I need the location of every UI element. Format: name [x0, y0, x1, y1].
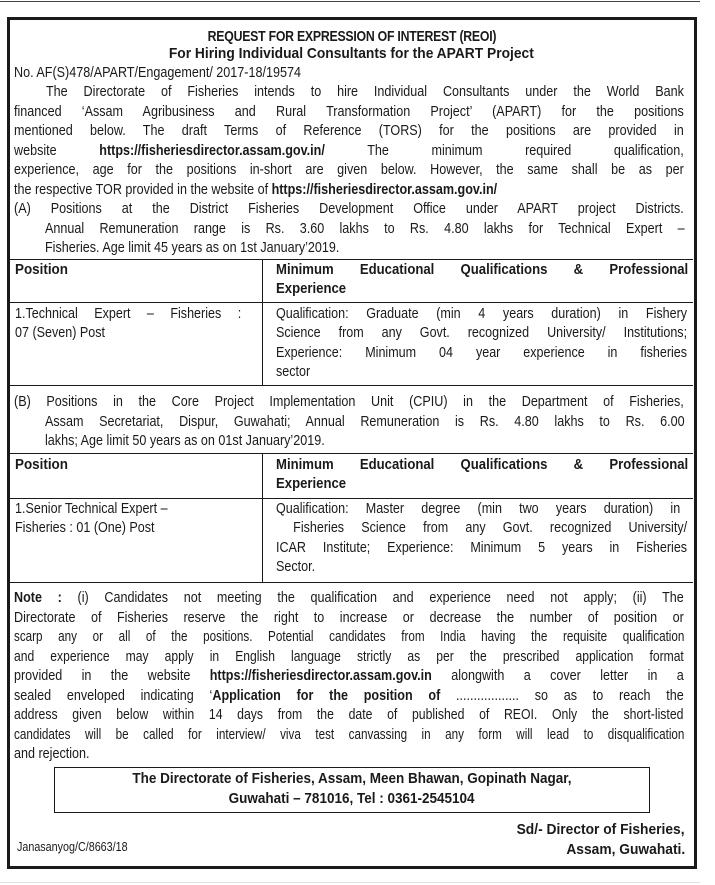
address-line-1: The Directorate of Fisheries, Assam, Meen Bhawan, Gopinath Nagar, [132, 770, 572, 787]
note-line: scarp any or all of the positions. Potential candidates from India having the requisite qualification [14, 629, 685, 645]
table-a-header-position: Position [15, 262, 68, 278]
table-a-header-rule [10, 302, 693, 303]
table-b-top-rule [10, 453, 693, 454]
note-line: Directorate of Fisheries reserve the right to increase or decrease the number of position or [14, 610, 684, 626]
table-a-top-rule [10, 259, 693, 260]
address-line-2: Guwahati – 781016, Tel : 0361-2545104 [229, 790, 475, 807]
intro-line: website https://fisheriesdirector.assam.gov.in/ The minimum required qualification, [14, 143, 684, 159]
publicity-code: Janasanyog/C/8663/18 [17, 840, 128, 854]
table-b-header-position: Position [15, 457, 68, 473]
position-cell-line: Fisheries : 01 (One) Post [15, 520, 155, 536]
qualification-cell-line: Sector. [276, 559, 316, 575]
signature-line-1: Sd/- Director of Fisheries, [517, 821, 685, 838]
position-cell-line: 1.Senior Technical Expert – [15, 501, 168, 517]
note-label: Note : [14, 590, 62, 606]
qualification-cell-line: Qualification: Master degree (min two years duration) in [276, 501, 681, 517]
table-b-header-qualification: Minimum Educational Qualifications & Professional [276, 457, 689, 473]
website-link[interactable]: https://fisheriesdirector.assam.gov.in/ [99, 143, 325, 159]
intro-line: The Directorate of Fisheries intends to hire Individual Consultants under the World Bank [46, 84, 684, 100]
address-box [54, 767, 650, 813]
position-cell-line: 1.Technical Expert – Fisheries : [15, 306, 242, 322]
note-line: provided in the website https://fisheriesdirector.assam.gov.in alongwith a cover letter in a [14, 668, 684, 684]
section-a-line: Annual Remuneration range is Rs. 3.60 lakhs to Rs. 4.80 lakhs for Technical Expert – [45, 221, 685, 237]
note-line: sealed enveloped indicating ‘Application for the position of .................. so as to reach the [14, 688, 684, 704]
section-a-line: Fisheries. Age limit 45 years as on 1st January’2019. [45, 240, 340, 256]
reference-number: No. AF(S)478/APART/Engagement/ 2017-18/19574 [14, 65, 301, 81]
qualification-cell-line: sector [276, 364, 311, 380]
intro-line: the respective TOR provided in the website of https://fisheriesdirector.assam.gov.in/ [14, 182, 498, 198]
section-b-line: Assam Secretariat, Dispur, Guwahati; Annual Remuneration is Rs. 4.80 lakhs to Rs. 6.00 [45, 414, 685, 430]
table-a-column-divider [262, 259, 263, 385]
note-line: candidates will be called for interview/ viva test canvassing in any form will lead to disqualification [14, 727, 685, 743]
note-line: and rejection. [14, 746, 90, 762]
table-a-bottom-rule [10, 385, 693, 386]
section-b-line: lakhs; Age limit 50 years as on 01st January’2019. [45, 433, 325, 449]
bottom-rule [0, 882, 700, 883]
section-b-line: (B) Positions in the Core Project Implementation Unit (CPIU) in the Department of Fisheries, [14, 394, 684, 410]
table-b-header-experience: Experience [276, 476, 347, 492]
qualification-cell-line: ICAR Institute; Experience: Minimum 5 years in Fisheries [276, 540, 688, 556]
note-line: address given below within 14 days from the date of published of REOI. Only the short-listed [14, 707, 684, 723]
top-rule [0, 1, 700, 2]
website-link[interactable]: https://fisheriesdirector.assam.gov.in/ [271, 182, 498, 198]
table-b-bottom-rule [10, 582, 693, 583]
table-a-header-experience: Experience [276, 281, 347, 297]
signature-line-2: Assam, Guwahati. [566, 841, 685, 858]
intro-line: mentioned below. The draft Terms of Reference (TORS) for the positions are provided in [14, 123, 684, 139]
table-b-header-rule [10, 498, 693, 499]
section-a-line: (A) Positions at the District Fisheries Development Office under APART project Districts. [14, 201, 684, 217]
intro-line: financed ‘Assam Agribusiness and Rural Transformation Project’ (APART) for the positions [14, 104, 684, 120]
position-cell-line: 07 (Seven) Post [15, 325, 106, 341]
qualification-cell-line: Science from any Govt. recognized University/ Institutions; [276, 325, 688, 341]
note-line: Note : (i) Candidates not meeting the qualification and experience need not apply; (ii) The [14, 590, 684, 606]
qualification-cell-line: Qualification: Graduate (min 4 years duration) in Fishery [276, 306, 688, 322]
intro-line: experience, age for the positions in-short are given below. However, the same shall be as per [14, 162, 684, 178]
notice-title: REQUEST FOR EXPRESSION OF INTEREST (REOI) [207, 28, 496, 45]
table-a-header-qualification: Minimum Educational Qualifications & Professional [276, 262, 689, 278]
website-link[interactable]: https://fisheriesdirector.assam.gov.in [209, 668, 432, 684]
notice-subtitle: For Hiring Individual Consultants for the APART Project [169, 45, 534, 62]
qualification-cell-line: Experience: Minimum 04 year experience in fisheries [276, 345, 688, 361]
table-b-column-divider [262, 453, 263, 582]
qualification-cell-line: Fisheries Science from any Govt. recognized University/ [276, 520, 688, 536]
note-line: and experience may apply in English language strictly as per the prescribed application format [14, 649, 684, 665]
